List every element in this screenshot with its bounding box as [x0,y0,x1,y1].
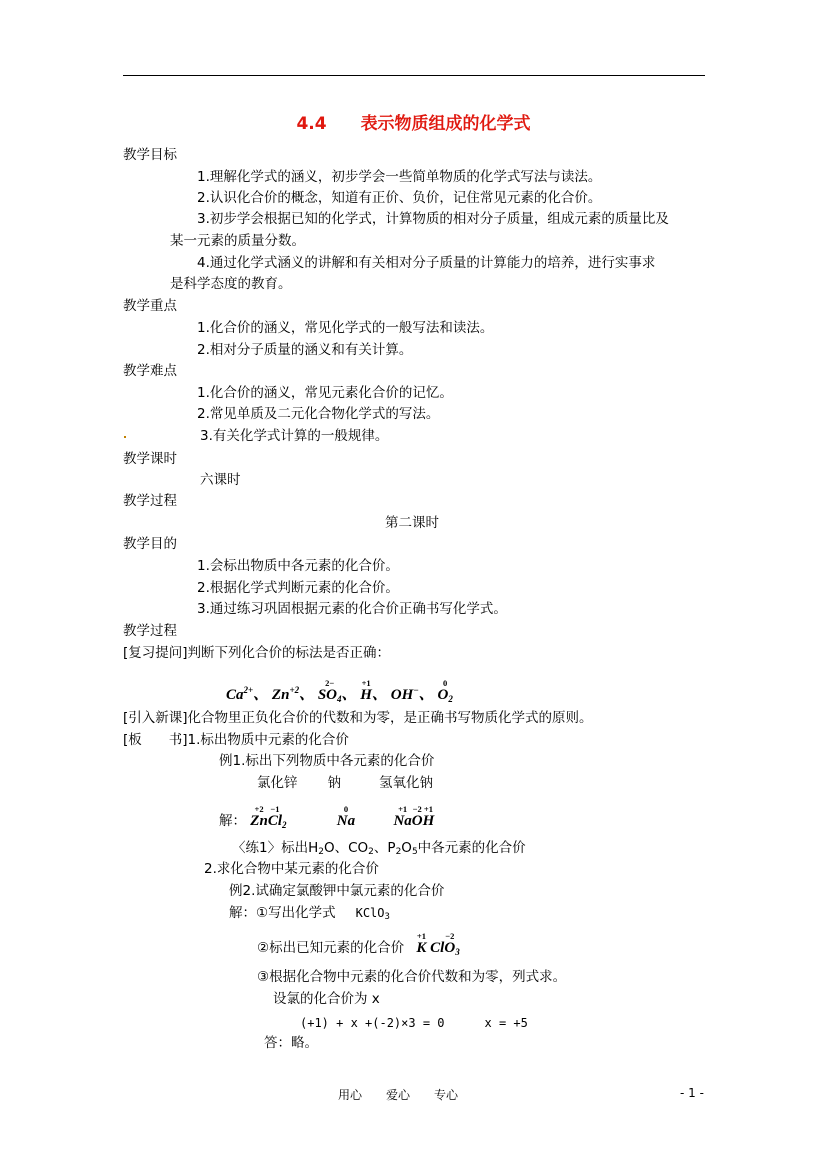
section-title: 表示物质组成的化学式 [360,114,531,134]
page-number: - 1 - [680,1086,704,1100]
objective-2: 2.认识化合价的概念，知道有正价、负价，记住常见元素的化合价。 [197,190,602,206]
heading-lesson-process: 教学过程 [123,623,177,639]
formula-kclo3-plain: KClO3 [355,906,390,922]
formula-h: +1 H [360,678,372,703]
board-item-1: [板 书]1.标出物质中元素的化合价 [123,732,349,748]
example-1: 例1.标出下列物质中各元素的化合价 [219,753,435,769]
objective-3-cont: 某一元素的质量分数。 [170,233,305,249]
section-number: 4.4 [296,114,327,134]
example-2-equation: (+1) + x +(-2)×3 = 0 x = +5 [300,1016,528,1030]
formula-zn: $Zn^{+2}$ [271,685,300,703]
header-rule [123,75,705,76]
difficulty-2: 2.常见单质及二元化合物化学式的写法。 [197,406,440,422]
example-1-solution: 解： +2 Zn −1 $Cl_2$ 0 Na +1 Na −2 O +1 H [219,804,435,830]
heading-difficulties: 教学难点 [123,363,177,379]
key-point-2: 2.相对分子质量的涵义和有关计算。 [197,342,413,358]
formula-na: 0 Na [336,804,356,829]
new-lesson-intro: [引入新课]化合物里正负化合价的代数和为零，是正确书写物质化学式的原则。 [123,710,593,726]
heading-objectives: 教学目标 [123,147,177,163]
objective-1: 1.理解化学式的涵义，初步学会一些简单物质的化学式写法与读法。 [197,169,602,185]
valence-formulas-row: $Ca^{2+}$、 $Zn^{+2}$、 2− $SO_4$、 +1 H、 OH−、 0 $O_2$ [226,681,453,708]
formula-oh: OH− [390,685,419,703]
lesson-heading: 第二课时 [385,515,439,531]
exercise-1: 〈练1〉标出H2O、CO2、P2O5中各元素的化合价 [232,840,526,857]
example-2-step-1: 解：①写出化学式 KClO3 [229,905,390,922]
formula-so4: 2− $SO_4$ [317,678,342,704]
footer-motto: 用心 爱心 专心 [338,1088,459,1102]
objective-4-cont: 是科学态度的教育。 [170,276,292,292]
formula-zncl2: +2 Zn −1 $Cl_2$ [250,804,287,830]
example-2-step-3: ③根据化合物中元素的化合价代数和为零，列式求。 [257,969,567,985]
objective-4: 4.通过化学式涵义的讲解和有关相对分子质量的计算能力的培养，进行实事求 [197,255,656,271]
formula-ca: $Ca^{2+}$ [226,685,254,703]
example-2-answer: 答：略。 [264,1035,318,1051]
example-2-assume: 设氯的化合价为 x [273,991,380,1007]
difficulty-3: 3.有关化学式计算的一般规律。 [200,428,389,444]
lesson-goal-2: 2.根据化学式判断元素的化合价。 [197,580,399,596]
example-1-substances: 氯化锌 钠 氢氧化钠 [257,775,433,791]
heading-lesson-goals: 教学目的 [123,536,177,552]
stray-mark [124,436,126,438]
difficulty-1: 1.化合价的涵义，常见元素化合价的记忆。 [197,385,453,401]
objective-3: 3.初步学会根据已知的化学式，计算物质的相对分子质量，组成元素的质量比及 [197,211,669,227]
heading-process: 教学过程 [123,493,177,509]
heading-key-points: 教学重点 [123,298,177,314]
lesson-goal-3: 3.通过练习巩固根据元素的化合价正确书写化学式。 [197,601,507,617]
formula-naoh: +1 Na −2 O +1 H [393,804,435,829]
formula-kclo3-marked: +1 K Cl −2 $O_3$ [416,931,460,957]
lesson-goal-1: 1.会标出物质中各元素的化合价。 [197,558,399,574]
formula-o2: 0 $O_2$ [437,678,453,704]
key-point-1: 1.化合价的涵义，常见化学式的一般写法和读法。 [197,320,494,336]
page-title [0,113,827,135]
heading-periods: 教学课时 [123,451,177,467]
board-item-2: 2.求化合物中某元素的化合价 [204,861,379,877]
example-2-step-2: ②标出已知元素的化合价 +1 K Cl −2 $O_3$ [257,931,460,957]
review-question: [复习提问]判断下列化合价的标法是否正确： [123,645,391,661]
periods-value: 六课时 [200,472,241,488]
example-2: 例2.试确定氯酸钾中氯元素的化合价 [229,883,445,899]
